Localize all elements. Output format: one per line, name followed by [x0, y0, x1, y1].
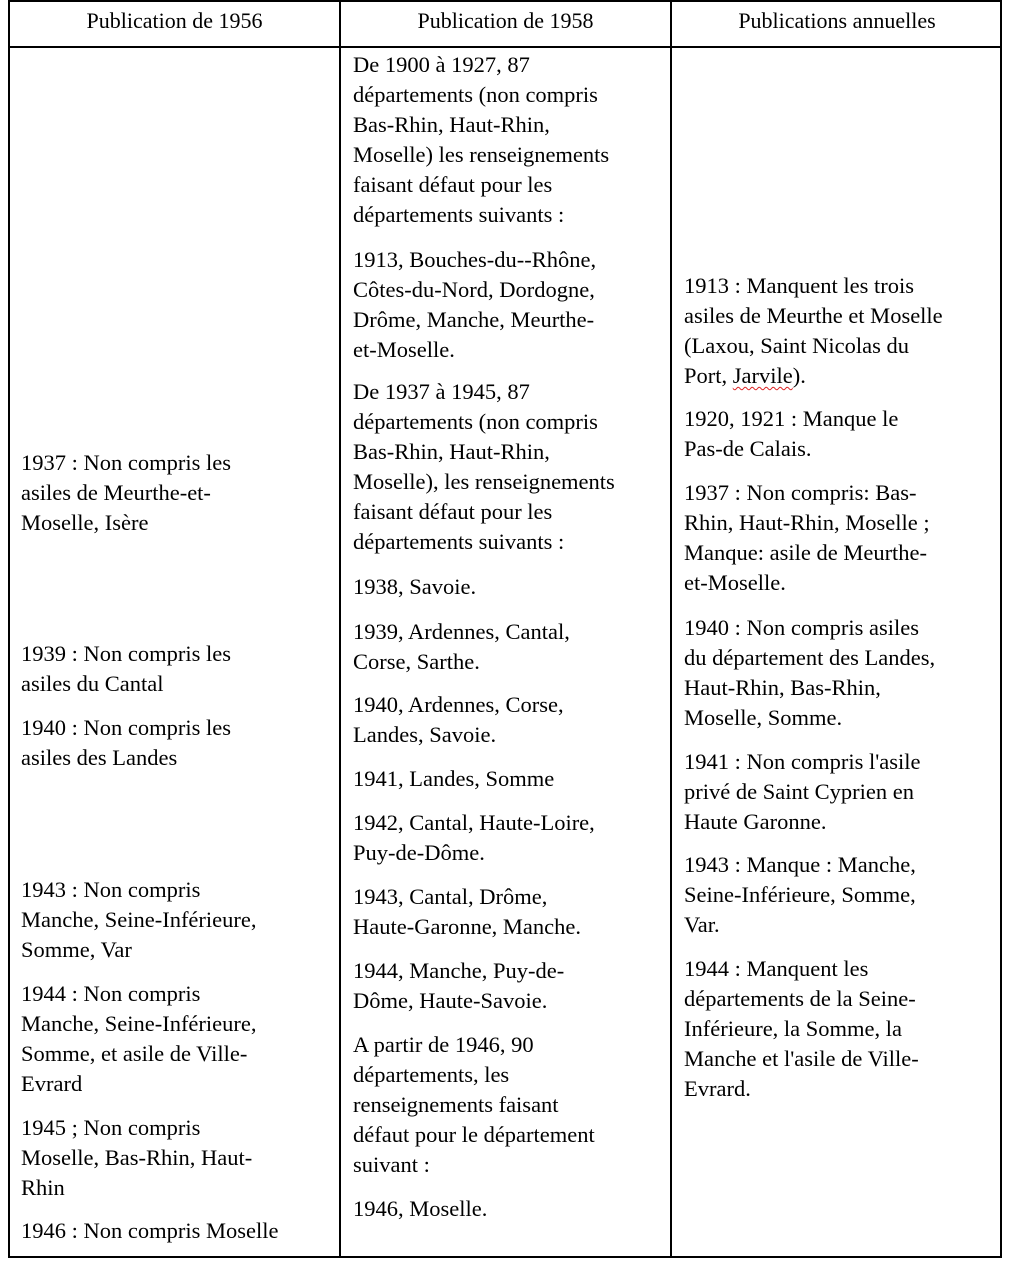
paragraph-1945: [10, 1113, 339, 1203]
text-line: Moselle) les renseignements: [353, 142, 610, 167]
text-line: Moselle, Isère: [21, 510, 149, 535]
paragraph-1943: [672, 850, 1002, 940]
text-line: Corse, Sarthe.: [353, 649, 480, 674]
paragraph-1937: [672, 478, 1002, 598]
header-publication-1956: Publication de 1956: [86, 8, 263, 33]
text-line: Somme, et asile de Ville-: [21, 1041, 248, 1066]
paragraph-1941: [341, 764, 670, 794]
paragraph-1944: [341, 956, 670, 1016]
paragraph-1940: [10, 713, 339, 773]
text-line: faisant défaut pour les: [353, 499, 553, 524]
text-line: Manque: asile de Meurthe-: [684, 540, 928, 565]
text-line: 1946 : Non compris Moselle: [21, 1218, 279, 1243]
paragraph-1937: [10, 448, 339, 538]
misspelled-word: Jarvile: [732, 363, 793, 388]
text-line: Moselle), les renseignements: [353, 469, 615, 494]
paragraph-1900-1927: [341, 50, 670, 230]
text-line: 1941, Landes, Somme: [353, 766, 555, 791]
text-line: défaut pour le département: [353, 1122, 595, 1147]
paragraph-1940: [672, 613, 1002, 733]
paragraph-1943: [10, 875, 339, 965]
text-line: 1943 : Manque : Manche,: [684, 852, 916, 877]
text-line: Haute-Garonne, Manche.: [353, 914, 582, 939]
text-segment: Port,: [684, 363, 733, 388]
paragraph-1946: [10, 1216, 339, 1246]
text-line: [684, 361, 1002, 391]
text-line: départements (non compris: [353, 409, 598, 434]
text-line: Rhin: [21, 1175, 65, 1200]
text-line: 1938, Savoie.: [353, 574, 477, 599]
paragraph-1942: [341, 808, 670, 868]
paragraph-1939: [10, 639, 339, 699]
text-line: Manche et l'asile de Ville-: [684, 1046, 919, 1071]
text-line: Drôme, Manche, Meurthe-: [353, 307, 595, 332]
text-line: De 1900 à 1927, 87: [353, 52, 530, 77]
text-line: 1937 : Non compris: Bas-: [684, 480, 917, 505]
text-line: 1940 : Non compris asiles: [684, 615, 919, 640]
text-line: Seine-Inférieure, Somme,: [684, 882, 916, 907]
text-line: Bas-Rhin, Haut-Rhin,: [353, 112, 550, 137]
paragraph-1913: [341, 245, 670, 365]
text-line: 1940, Ardennes, Corse,: [353, 692, 564, 717]
text-line: De 1937 à 1945, 87: [353, 379, 530, 404]
text-line: asiles du Cantal: [21, 671, 164, 696]
text-line: départements de la Seine-: [684, 986, 916, 1011]
text-line: Inférieure, la Somme, la: [684, 1016, 903, 1041]
text-line: départements, les: [353, 1062, 510, 1087]
text-line: 1943, Cantal, Drôme,: [353, 884, 548, 909]
text-line: du département des Landes,: [684, 645, 936, 670]
paragraph-1940: [341, 690, 670, 750]
text-line: (Laxou, Saint Nicolas du: [684, 333, 909, 358]
text-line: 1942, Cantal, Haute-Loire,: [353, 810, 595, 835]
text-line: Puy-de-Dôme.: [353, 840, 485, 865]
paragraph-1943: [341, 882, 670, 942]
paragraph-1946-intro: [341, 1030, 670, 1180]
text-segment: ).: [792, 363, 806, 388]
data-table: [8, 0, 1002, 1258]
text-line: A partir de 1946, 90: [353, 1032, 534, 1057]
text-line: 1939, Ardennes, Cantal,: [353, 619, 570, 644]
cell-publication-1958: [341, 48, 670, 1256]
text-line: Haute Garonne.: [684, 809, 827, 834]
text-line: 1913 : Manquent les trois: [684, 273, 914, 298]
text-line: Evrard.: [684, 1076, 751, 1101]
text-line: Moselle, Somme.: [684, 705, 843, 730]
text-line: Haut-Rhin, Bas-Rhin,: [684, 675, 881, 700]
paragraph-1913: [672, 271, 1002, 391]
text-line: Moselle, Bas-Rhin, Haut-: [21, 1145, 253, 1170]
text-line: faisant défaut pour les: [353, 172, 553, 197]
text-line: Dôme, Haute-Savoie.: [353, 988, 548, 1013]
text-line: 1944, Manche, Puy-de-: [353, 958, 565, 983]
text-line: Manche, Seine-Inférieure,: [21, 1011, 257, 1036]
text-line: asiles des Landes: [21, 745, 178, 770]
paragraph-1941: [672, 747, 1002, 837]
cell-publication-1956: [10, 48, 339, 1256]
text-line: 1943 : Non compris: [21, 877, 201, 902]
paragraph-1944: [672, 954, 1002, 1104]
text-line: 1940 : Non compris les: [21, 715, 231, 740]
text-line: 1920, 1921 : Manque le: [684, 406, 899, 431]
paragraph-1937-1945: [341, 377, 670, 557]
text-line: Somme, Var: [21, 937, 132, 962]
text-line: suivant :: [353, 1152, 430, 1177]
text-line: 1913, Bouches-du--Rhône,: [353, 247, 597, 272]
header-publications-annuelles: Publications annuelles: [738, 8, 936, 33]
paragraph-1938: [341, 572, 670, 602]
text-line: Côtes-du-Nord, Dordogne,: [353, 277, 595, 302]
text-line: 1941 : Non compris l'asile: [684, 749, 921, 774]
text-line: 1946, Moselle.: [353, 1196, 488, 1221]
cell-publications-annuelles: [672, 48, 1002, 1256]
text-line: départements (non compris: [353, 82, 598, 107]
text-line: 1944 : Non compris: [21, 981, 201, 1006]
header-publication-1958: Publication de 1958: [417, 8, 594, 33]
paragraph-1946: [341, 1194, 670, 1224]
text-line: départements suivants :: [353, 529, 565, 554]
text-line: et-Moselle.: [353, 337, 455, 362]
paragraph-1920-1921: [672, 404, 1002, 464]
paragraph-1944: [10, 979, 339, 1099]
text-line: Evrard: [21, 1071, 83, 1096]
text-line: Rhin, Haut-Rhin, Moselle ;: [684, 510, 930, 535]
text-line: Manche, Seine-Inférieure,: [21, 907, 257, 932]
text-line: Var.: [684, 912, 720, 937]
text-line: 1939 : Non compris les: [21, 641, 231, 666]
text-line: privé de Saint Cyprien en: [684, 779, 914, 804]
text-line: Bas-Rhin, Haut-Rhin,: [353, 439, 550, 464]
text-line: 1937 : Non compris les: [21, 450, 231, 475]
text-line: asiles de Meurthe-et-: [21, 480, 211, 505]
text-line: 1945 ; Non compris: [21, 1115, 201, 1140]
paragraph-1939: [341, 617, 670, 677]
text-line: et-Moselle.: [684, 570, 786, 595]
text-line: renseignements faisant: [353, 1092, 559, 1117]
text-line: départements suivants :: [353, 202, 565, 227]
text-line: asiles de Meurthe et Moselle: [684, 303, 943, 328]
text-line: Pas-de Calais.: [684, 436, 812, 461]
text-line: Landes, Savoie.: [353, 722, 497, 747]
text-line: 1944 : Manquent les: [684, 956, 869, 981]
